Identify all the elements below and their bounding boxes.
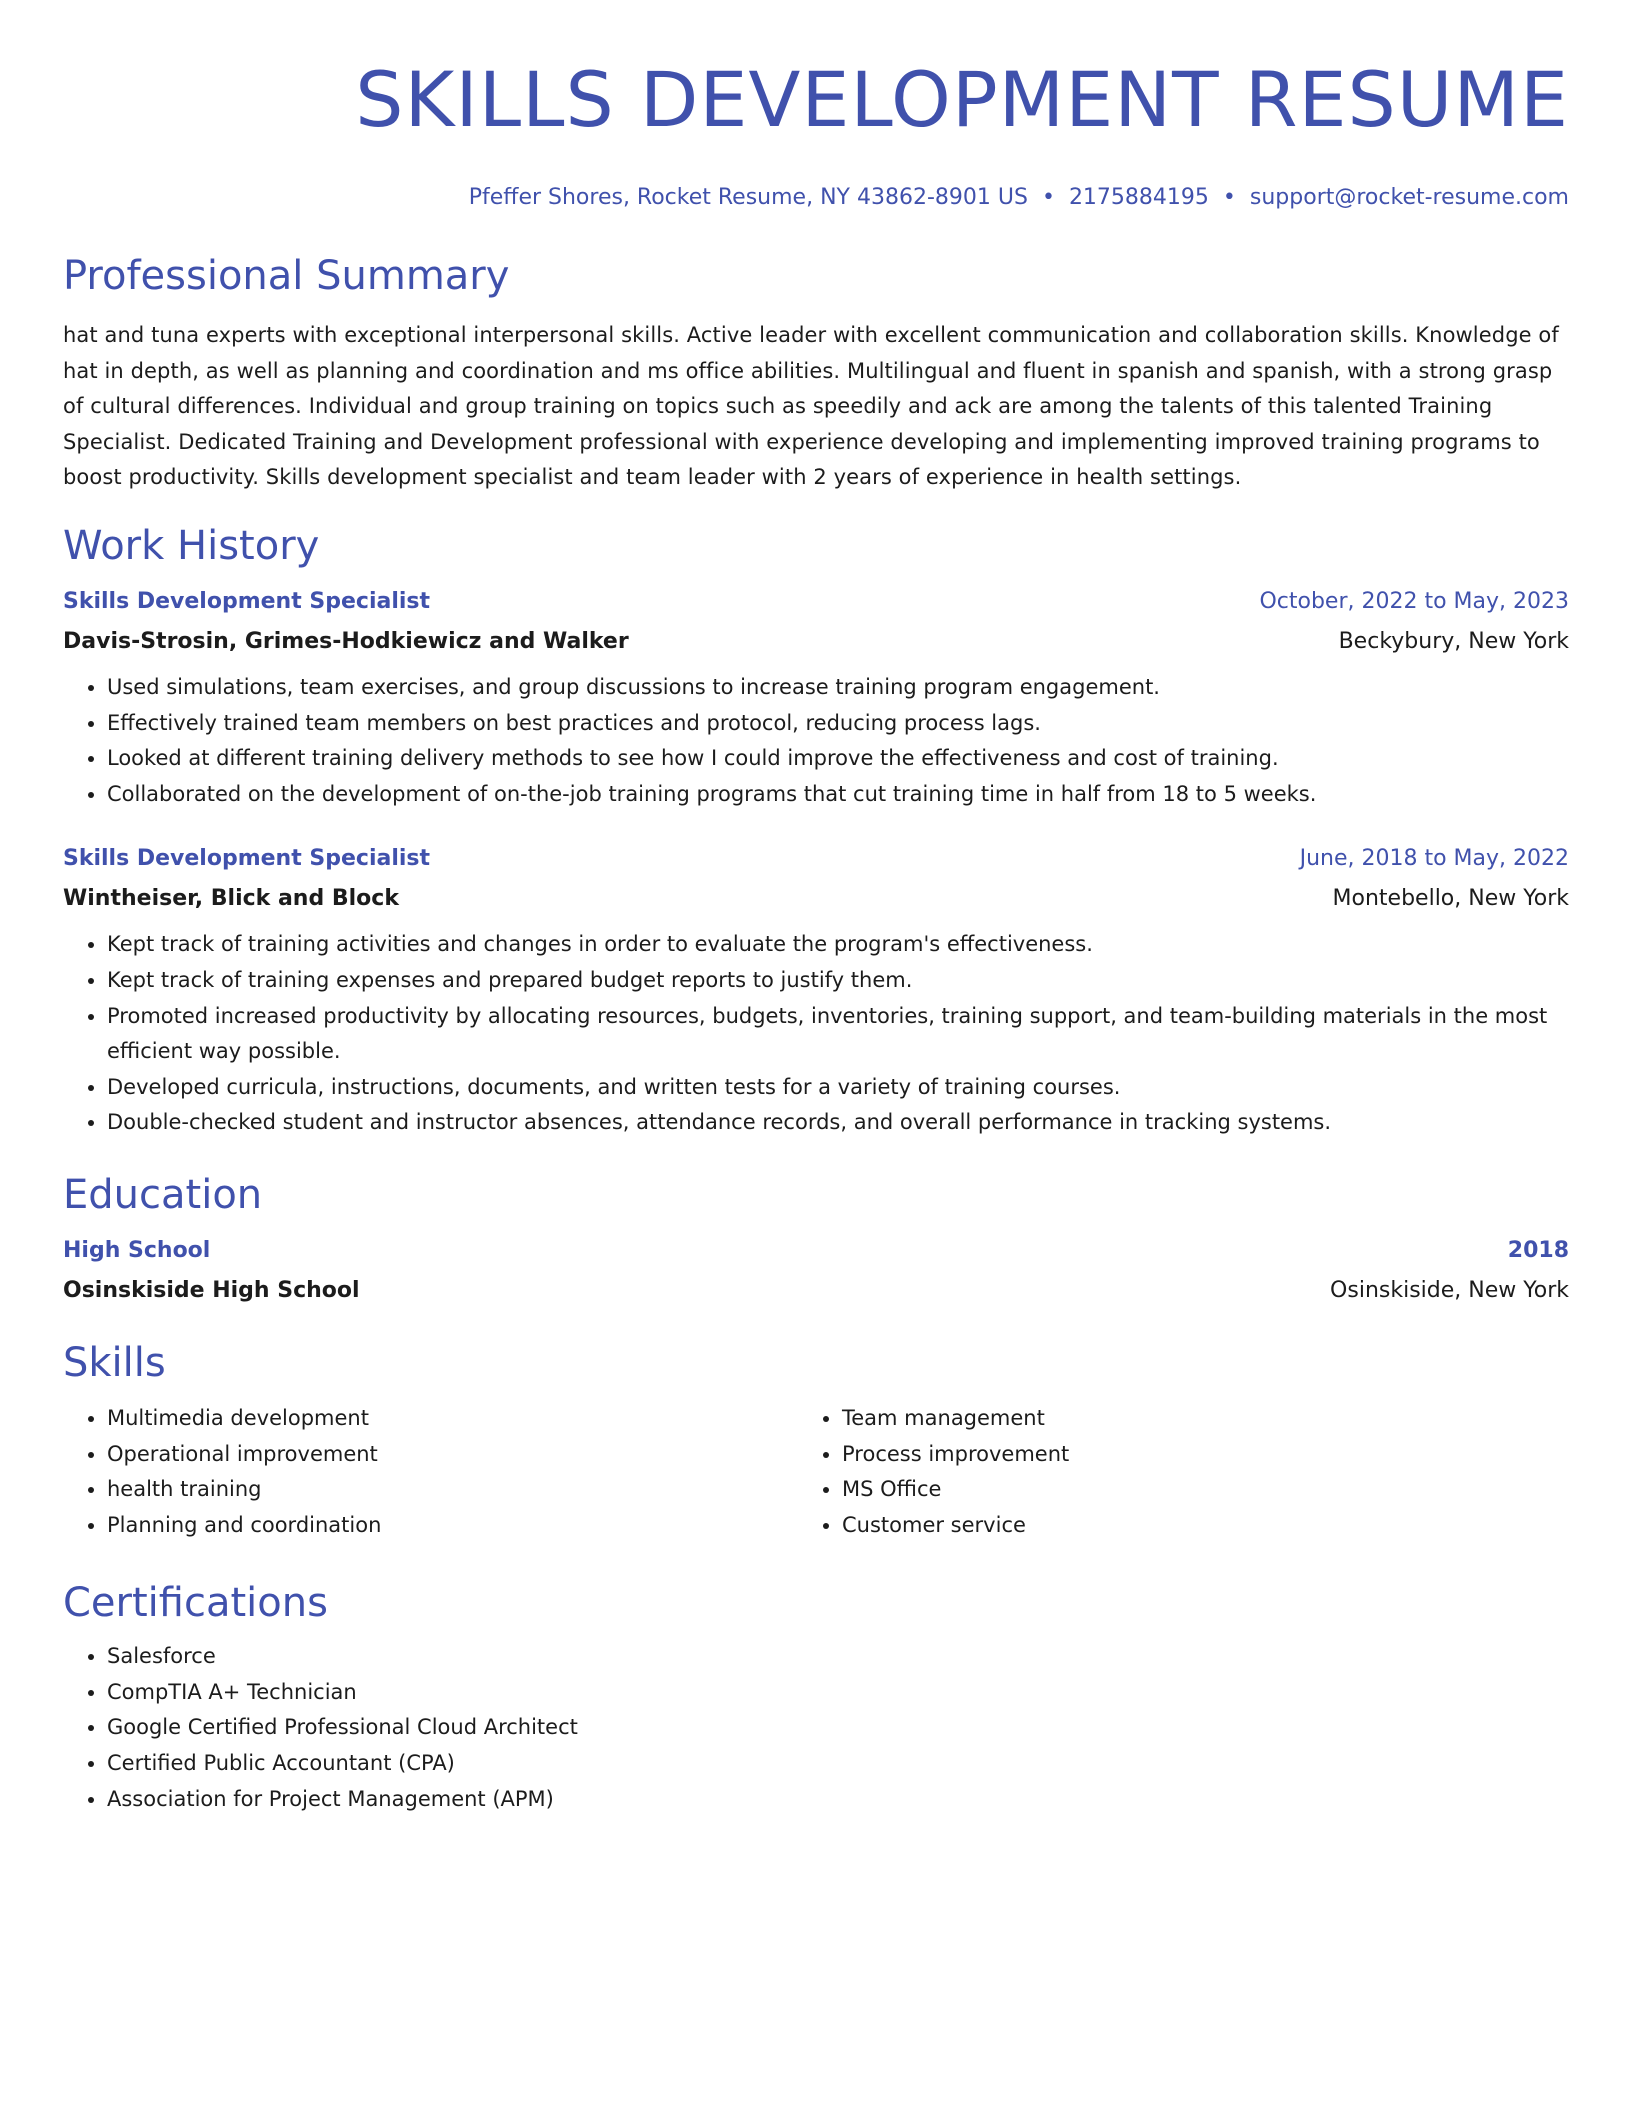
contact-separator: • — [1222, 185, 1236, 210]
job-entry — [63, 843, 1569, 1141]
certification-item: • Google Certified Professional Cloud Architect — [107, 1710, 1569, 1746]
job-bullet: • Developed curricula, instructions, documents, and written tests for a variety of training courses. — [107, 1070, 1569, 1106]
education-school: Osinskiside High School — [63, 1277, 360, 1303]
job-bullet: • Kept track of training expenses and prepared budget reports to justify them. — [107, 963, 1569, 999]
skill-item: • Multimedia development — [107, 1401, 798, 1437]
section-title-summary: Professional Summary — [63, 253, 510, 299]
job-bullet: • Kept track of training activities and changes in order to evaluate the program's effectiveness. — [107, 927, 1569, 963]
skill-item: • health training — [107, 1472, 798, 1508]
job-company: Davis-Strosin, Grimes-Hodkiewicz and Walker — [63, 628, 629, 654]
skills-column-left — [63, 1401, 798, 1543]
section-title-work-history: Work History — [63, 522, 320, 569]
job-location: Beckybury, New York — [1338, 628, 1569, 654]
section-title-skills: Skills — [63, 1339, 166, 1386]
certification-item: • Salesforce — [107, 1639, 1569, 1675]
contact-email[interactable]: support@rocket-resume.com — [1249, 185, 1569, 210]
skill-item: • Planning and coordination — [107, 1508, 798, 1544]
job-title: Skills Development Specialist — [63, 588, 431, 614]
contact-line — [63, 182, 1569, 214]
job-bullets — [63, 927, 1569, 1141]
job-dates: October, 2022 to May, 2023 — [1259, 588, 1569, 614]
job-bullets — [63, 670, 1569, 812]
certifications-list — [63, 1639, 1569, 1817]
resume-name: SKILLS DEVELOPMENT RESUME — [355, 55, 1569, 144]
skill-item: • Operational improvement — [107, 1437, 798, 1473]
job-header — [63, 843, 1569, 875]
job-subheader — [63, 626, 1569, 658]
job-bullet: • Looked at different training delivery methods to see how I could improve the effectiveness and cost of training. — [107, 741, 1569, 777]
skill-item: • Process improvement — [842, 1437, 1533, 1473]
education-header — [63, 1235, 1569, 1267]
contact-phone: 2175884195 — [1068, 185, 1209, 210]
skill-item: • Team management — [842, 1401, 1533, 1437]
certification-item: • CompTIA A+ Technician — [107, 1675, 1569, 1711]
section-title-education: Education — [63, 1171, 263, 1218]
certification-item: • Certified Public Accountant (CPA) — [107, 1746, 1569, 1782]
job-bullet: • Effectively trained team members on best practices and protocol, reducing process lags. — [107, 706, 1569, 742]
job-subheader — [63, 883, 1569, 915]
job-company: Wintheiser, Blick and Block — [63, 886, 399, 912]
education-degree: High School — [63, 1237, 211, 1263]
summary-text: hat and tuna experts with exceptional interpersonal skills. Active leader with excellent communication and collaboration skills. Knowledge of hat in depth, as well as planning and coordination and ms office abilities. Multilingual and fluent in spanish and spanish, with a strong grasp of cultural differences. Individual and group training on topics such as speedily and ack are among the talents of this talented Training Specialist. Dedicated Training and Development professional with experience developing and implementing improved training programs to boost productivity. Skills development specialist and team leader with 2 years of experience in health settings. — [63, 323, 1559, 490]
skill-item: • MS Office — [842, 1472, 1533, 1508]
skill-item: • Customer service — [842, 1508, 1533, 1544]
contact-separator: • — [1041, 185, 1055, 210]
education-year: 2018 — [1507, 1237, 1569, 1263]
job-bullet: • Promoted increased productivity by allocating resources, budgets, inventories, training support, and team-building materials in the most efficient way possible. — [107, 999, 1569, 1070]
job-title: Skills Development Specialist — [63, 846, 431, 872]
job-header — [63, 586, 1569, 618]
skills-list — [63, 1401, 798, 1543]
skills-grid — [63, 1401, 1569, 1543]
certification-item: • Association for Project Management (APM) — [107, 1782, 1569, 1818]
education-entry — [63, 1235, 1569, 1307]
skills-column-right — [798, 1401, 1533, 1543]
job-dates: June, 2018 to May, 2022 — [1299, 846, 1569, 872]
section-title-certifications: Certifications — [63, 1580, 328, 1627]
job-bullet: • Double-checked student and instructor absences, attendance records, and overall performance in tracking systems. — [107, 1105, 1569, 1141]
education-location: Osinskiside, New York — [1330, 1277, 1569, 1303]
job-location: Montebello, New York — [1332, 886, 1569, 912]
skills-list — [798, 1401, 1533, 1543]
job-bullet: • Used simulations, team exercises, and group discussions to increase training program engagement. — [107, 670, 1569, 706]
job-entry — [63, 586, 1569, 812]
job-bullet: • Collaborated on the development of on-the-job training programs that cut training time in half from 18 to 5 weeks. — [107, 777, 1569, 813]
education-subheader — [63, 1275, 1569, 1307]
contact-address: Pfeffer Shores, Rocket Resume, NY 43862-8901 US — [468, 185, 1028, 210]
